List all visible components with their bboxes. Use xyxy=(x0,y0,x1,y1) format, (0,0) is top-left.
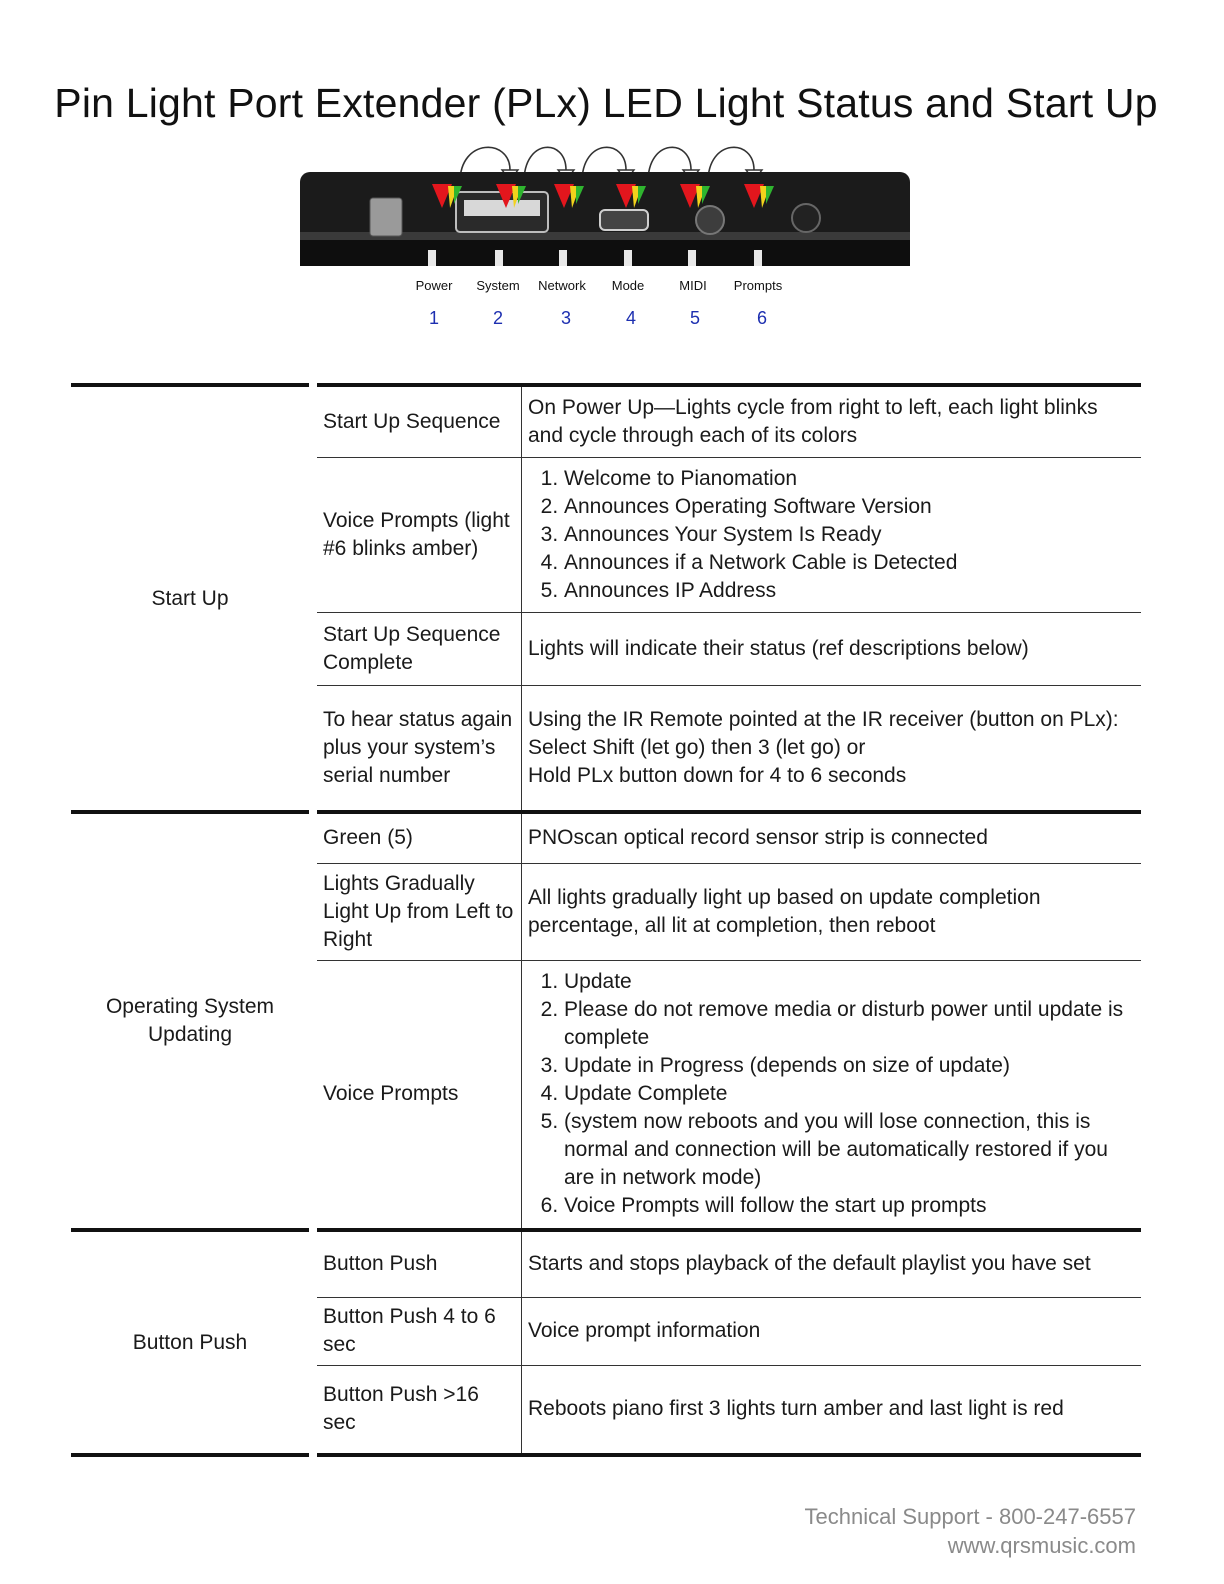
led-label-mode: Mode xyxy=(611,278,645,293)
update-voice-prompts-list xyxy=(528,968,1135,1220)
item-cell: Voice Prompts xyxy=(313,960,522,1230)
group-start-up: Start Up xyxy=(71,385,313,812)
table-row xyxy=(71,1230,1141,1297)
led-label-prompts: Prompts xyxy=(733,278,783,293)
desc-cell: All lights gradually light up based on update completion percentage, all lit at completion, then reboot xyxy=(522,863,1142,960)
led-label-system: System xyxy=(476,278,520,293)
desc-cell: Voice prompt information xyxy=(522,1297,1142,1365)
led-number-6: 6 xyxy=(756,308,768,328)
list-item: 2. Please do not remove media or disturb power until update is complete xyxy=(564,996,1135,1052)
list-item: 4. Announces if a Network Cable is Detected xyxy=(564,549,1135,577)
desc-cell xyxy=(522,960,1142,1230)
desc-cell: Lights will indicate their status (ref descriptions below) xyxy=(522,612,1142,685)
plx-device-graphic xyxy=(296,140,916,280)
item-cell: Lights Gradually Light Up from Left to Right xyxy=(313,863,522,960)
led-label-network: Network xyxy=(538,278,586,293)
desc-cell: On Power Up—Lights cycle from right to left, each light blinks and cycle through each of its colors xyxy=(522,385,1142,457)
item-cell: Button Push >16 sec xyxy=(313,1365,522,1455)
footer xyxy=(805,1502,1136,1560)
port-audio xyxy=(792,204,820,232)
website-link[interactable]: www.qrsmusic.com xyxy=(947,1533,1136,1558)
led-status-table xyxy=(71,383,1141,1457)
support-phone: Technical Support - 800-247-6557 xyxy=(804,1504,1136,1529)
desc-cell xyxy=(522,685,1142,812)
desc-line: Using the IR Remote pointed at the IR receiver (button on PLx): Select Shift (let go) then 3 (let go) or xyxy=(528,707,1119,759)
item-cell: Voice Prompts (light #6 blinks amber) xyxy=(313,457,522,612)
list-item: 5. (system now reboots and you will lose connection, this is normal and connection will be automatically restored if you are in network mode) xyxy=(564,1108,1135,1192)
desc-cell: Starts and stops playback of the default playlist you have set xyxy=(522,1230,1142,1297)
led-number-1: 1 xyxy=(428,308,440,328)
group-os-updating: Operating System Updating xyxy=(71,812,313,1230)
item-cell: Start Up Sequence Complete xyxy=(313,612,522,685)
ir-button xyxy=(696,206,724,234)
led-label-power: Power xyxy=(415,278,453,293)
desc-line: Hold PLx button down for 4 to 6 seconds xyxy=(528,763,907,787)
desc-cell: PNOscan optical record sensor strip is connected xyxy=(522,812,1142,863)
led-number-4: 4 xyxy=(625,308,637,328)
list-item: 1. Welcome to Pianomation xyxy=(564,465,1135,493)
list-item: 3. Update in Progress (depends on size of update) xyxy=(564,1052,1135,1080)
item-cell: To hear status again plus your system’s serial number xyxy=(313,685,522,812)
list-item: 6. Voice Prompts will follow the start up prompts xyxy=(564,1192,1135,1220)
led-number-3: 3 xyxy=(560,308,572,328)
list-item: 5. Announces IP Address xyxy=(564,577,1135,605)
led-label-midi: MIDI xyxy=(679,278,707,293)
led-number-5: 5 xyxy=(689,308,701,328)
page-title: Pin Light Port Extender (PLx) LED Light Status and Start Up xyxy=(54,80,1158,126)
desc-cell: Reboots piano first 3 lights turn amber and last light is red xyxy=(522,1365,1142,1455)
table-row xyxy=(71,385,1141,457)
startup-voice-prompts-list xyxy=(528,465,1135,605)
item-cell: Button Push 4 to 6 sec xyxy=(313,1297,522,1365)
item-cell: Green (5) xyxy=(313,812,522,863)
desc-cell xyxy=(522,457,1142,612)
table-row xyxy=(71,812,1141,863)
list-item: 3. Announces Your System Is Ready xyxy=(564,521,1135,549)
group-button-push: Button Push xyxy=(71,1230,313,1455)
list-item: 1. Update xyxy=(564,968,1135,996)
port-power xyxy=(370,198,402,236)
item-cell: Button Push xyxy=(313,1230,522,1297)
list-item: 2. Announces Operating Software Version xyxy=(564,493,1135,521)
led-number-2: 2 xyxy=(492,308,504,328)
port-micro-usb xyxy=(600,210,648,230)
list-item: 4. Update Complete xyxy=(564,1080,1135,1108)
item-cell: Start Up Sequence xyxy=(313,385,522,457)
plx-device-illustration xyxy=(296,140,916,340)
